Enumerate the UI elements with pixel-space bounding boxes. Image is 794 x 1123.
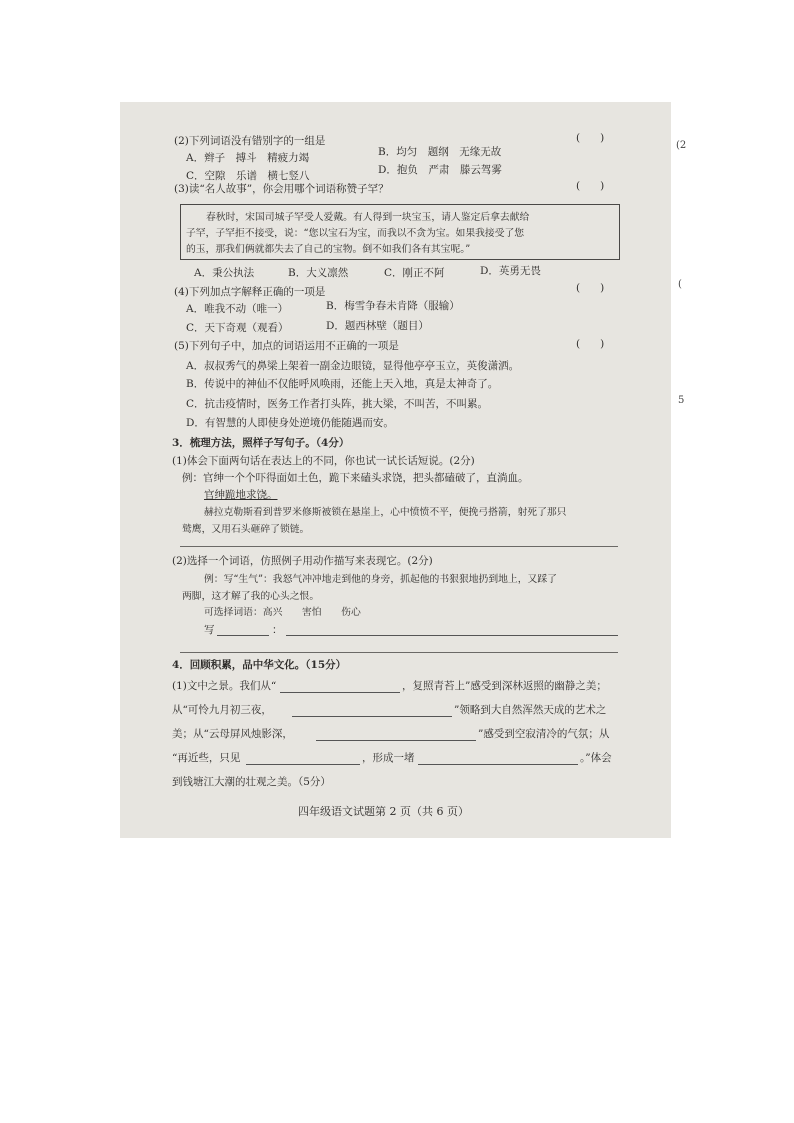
q4-option-b: B．梅雪争春未肯降（服输） xyxy=(326,300,460,312)
s3-task-sentence-line-1: 赫拉克勒斯看到普罗米修斯被锁在悬崖上，心中愤愤不平，便挽弓搭箭，射死了那只 xyxy=(204,507,567,518)
poem-blank-1 xyxy=(280,692,400,693)
q2-option-b: B．均匀 题纲 无缘无故 xyxy=(378,146,502,158)
q3-stem: (3)读“名人故事”，你会用哪个词语称赞子罕？ xyxy=(174,183,389,195)
s4-line-5: 到钱塘江大潮的壮观之美。（5分） xyxy=(172,776,331,788)
s3-task-sentence-line-2: 鹫鹰，又用石头砸碎了锁链。 xyxy=(182,524,310,535)
s3-part-1-prompt: (1)体会下面两句话在表达上的不同，你也试一试长话短说。(2分) xyxy=(172,455,475,467)
s4-line-4-mid: ，形成一堵 xyxy=(362,752,415,764)
page-footer: 四年级语文试题第 2 页（共 6 页） xyxy=(298,805,469,818)
q5-answer-paren: ( ) xyxy=(576,338,605,350)
q2-answer-paren: ( ) xyxy=(576,132,605,144)
q3-story-line-1: 春秋时，宋国司城子罕受人爱戴。有人得到一块宝玉，请人鉴定后拿去献给 xyxy=(206,212,530,223)
q3-option-b: B．大义凛然 xyxy=(288,267,349,279)
q4-option-a: A．唯我不动（唯一） xyxy=(186,303,289,315)
q4-option-d: D．题西林壁（题目） xyxy=(326,320,429,332)
s3-example-1: 例：官绅一个个吓得面如土色，跪下来磕头求饶，把头都磕破了，直淌血。 xyxy=(182,472,529,484)
s3-part-2-prompt: (2)选择一个词语，仿照例子用动作描写来表现它。(2分) xyxy=(172,555,433,567)
text-blank-4 xyxy=(246,764,360,765)
q4-option-c: C．天下奇观（观看） xyxy=(186,322,289,334)
answer-line-1 xyxy=(180,546,618,547)
edge-mark-1: (2 xyxy=(676,140,687,151)
s4-line-3-start: 美；从“云母屏风烛影深， xyxy=(172,728,293,740)
q3-option-d: D．英勇无畏 xyxy=(480,265,541,277)
s4-line-4-start: “再近些，只见 xyxy=(172,752,241,764)
s4-line-1-end: ，复照青苔上”感受到深林返照的幽静之美； xyxy=(402,680,607,692)
s3-description-blank xyxy=(286,635,618,636)
s4-line-2-end: ”领略到大自然浑然天成的艺术之 xyxy=(454,704,607,716)
q3-story-line-2: 子罕，子罕拒不接受，说：“您以宝石为宝，而我以不贪为宝。如果我接受了您 xyxy=(186,228,525,239)
section-4-title: 4．回顾积累，品中华文化。（15分） xyxy=(172,659,347,671)
s3-write-colon: ： xyxy=(272,624,283,636)
q4-stem: (4)下列加点字解释正确的一项是 xyxy=(174,286,326,298)
q5-option-a: A．叔叔秀气的鼻梁上架着一副金边眼镜，显得他亭亭玉立，英俊潇洒。 xyxy=(186,360,520,372)
q3-story-line-3: 的玉，那我们俩就都失去了自己的宝物。倒不如我们各有其宝呢。” xyxy=(186,244,471,255)
q5-option-c: C．抗击疫情时，医务工作者打头阵，挑大梁，不叫苦，不叫累。 xyxy=(186,398,489,410)
q3-option-c: C．刚正不阿 xyxy=(384,267,445,279)
poem-blank-2 xyxy=(292,716,452,717)
q4-answer-paren: ( ) xyxy=(576,282,605,294)
exam-paper-photo xyxy=(120,102,671,838)
s3-word-choices: 可选择词语：高兴 害怕 伤心 xyxy=(204,607,361,618)
s3-example-1-short: 官绅跪地求饶。 xyxy=(204,489,278,501)
s4-line-4-end: 。”体会 xyxy=(580,752,612,764)
poem-blank-3 xyxy=(316,740,476,741)
q5-option-b: B．传说中的神仙不仅能呼风唤雨，还能上天入地，真是太神奇了。 xyxy=(186,378,499,390)
s3-example-2-cont: 两脚，这才解了我的心头之恨。 xyxy=(182,591,320,602)
q5-stem: (5)下列句子中，加点的词语运用不正确的一项是 xyxy=(174,340,399,352)
edge-mark-3: 5 xyxy=(678,395,685,406)
s4-line-3-end: ”感受到空寂清冷的气氛；从 xyxy=(478,728,610,740)
edge-mark-2: ( xyxy=(678,279,682,290)
s3-write-label: 写 xyxy=(204,624,215,636)
q2-option-a: A．辫子 搏斗 精疲力竭 xyxy=(186,152,310,164)
text-blank-5 xyxy=(418,764,578,765)
section-3-title: 3．梳理方法，照样子写句子。（4分） xyxy=(172,437,350,449)
answer-line-2 xyxy=(180,652,618,653)
q3-option-a: A．秉公执法 xyxy=(194,267,255,279)
q5-option-d: D．有智慧的人即使身处逆境仍能随遇而安。 xyxy=(186,417,394,429)
q2-option-c: C．空隙 乐谱 横七竖八 xyxy=(186,170,310,182)
s3-example-2: 例：写“生气”：我怒气冲冲地走到他的身旁，抓起他的书狠狠地扔到地上，又踩了 xyxy=(204,574,557,585)
s4-line-1-start: (1)文中之景。我们从“ xyxy=(172,680,277,692)
q2-option-d: D．抱负 严肃 滕云驾雾 xyxy=(378,164,502,176)
s3-word-blank xyxy=(217,635,269,636)
q3-answer-paren: ( ) xyxy=(576,180,605,192)
q2-stem: (2)下列词语没有错别字的一组是 xyxy=(174,135,326,147)
s4-line-2-start: 从“可怜九月初三夜， xyxy=(172,704,272,716)
